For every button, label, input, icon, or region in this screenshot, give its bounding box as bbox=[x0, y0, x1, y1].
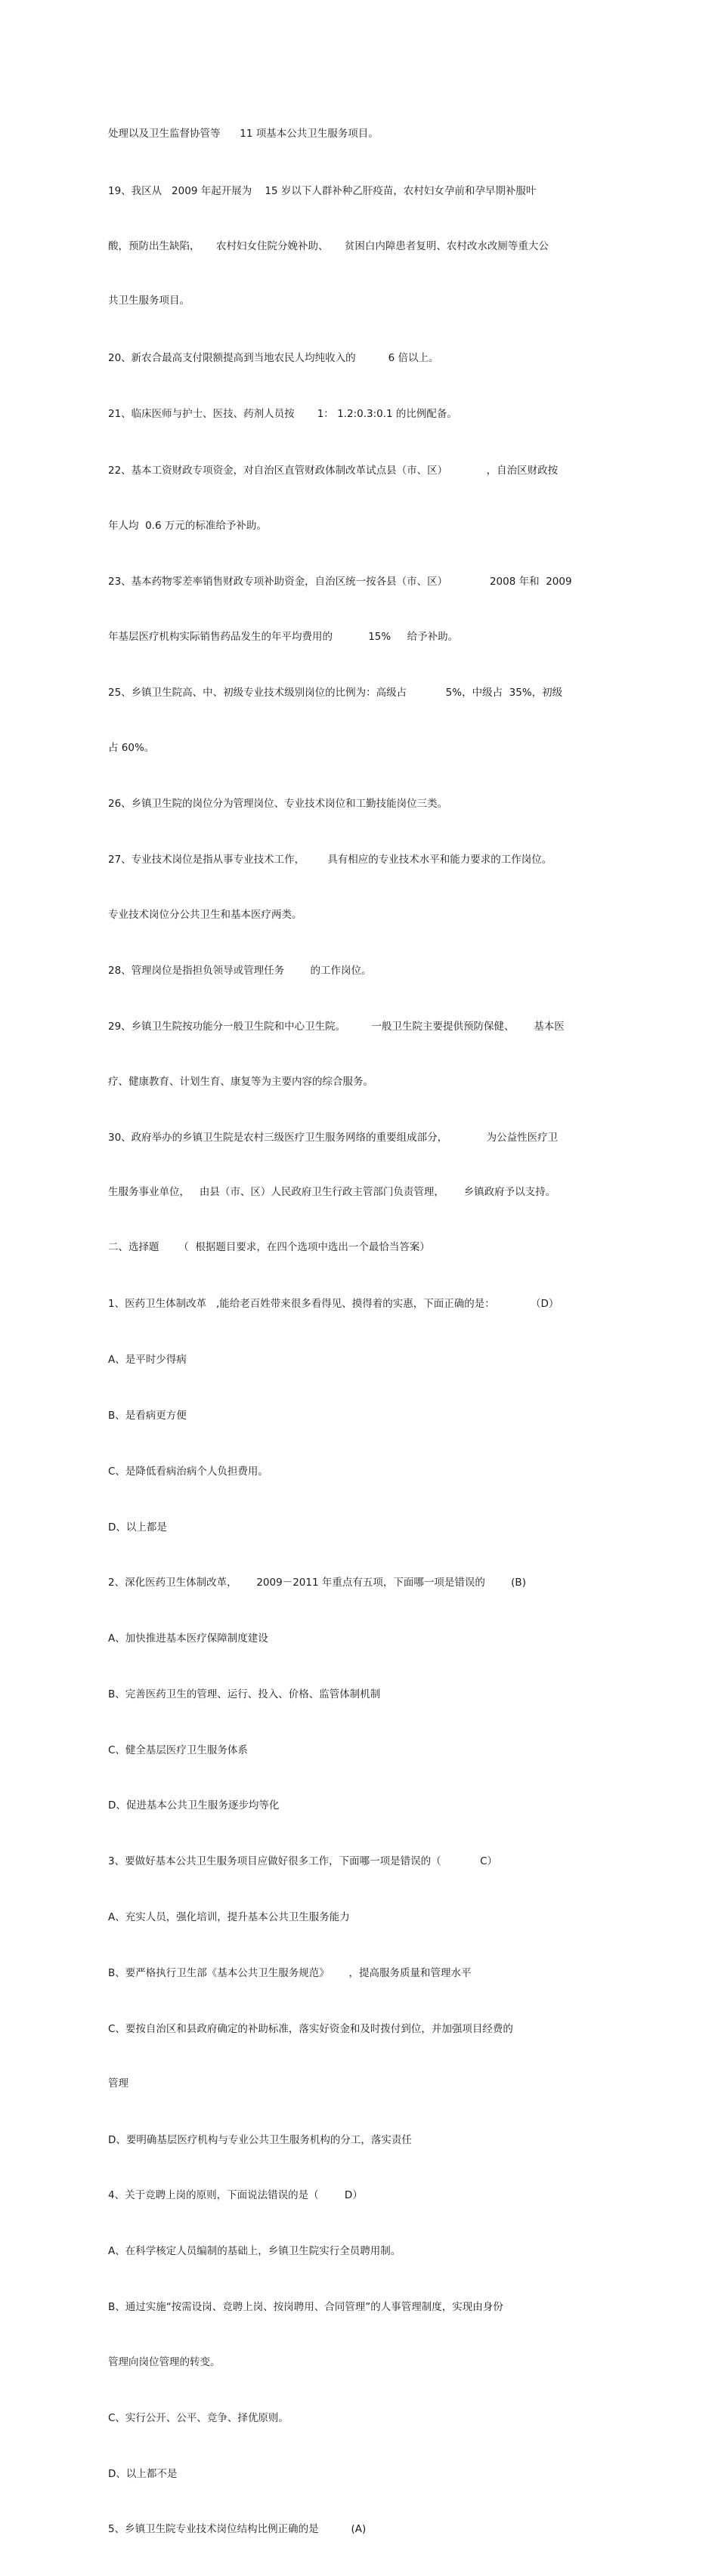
text-line: 年基层医疗机构实际销售药品发生的年平均费用的 15% 给予补助。 bbox=[108, 631, 459, 644]
text-line: 专业技术岗位分公共卫生和基本医疗两类。 bbox=[108, 908, 302, 921]
text-line: 25、乡镇卫生院高、中、初级专业技术级别岗位的比例为：高级占 5%，中级占 35%，初级 bbox=[108, 687, 563, 700]
text-line: 酸，预防出生缺陷， 农村妇女住院分娩补助、 贫困白内障患者复明、农村改水改厕等重大公 bbox=[108, 239, 549, 252]
text-line: 21、临床医师与护士、医技、药剂人员按 1： 1.2:0.3:0.1 的比例配备。 bbox=[108, 407, 457, 420]
text-line: 生服务事业单位， 由县（市、区）人民政府卫生行政主管部门负责管理， 乡镇政府予以支持。 bbox=[108, 1186, 556, 1199]
option: C、健全基层医疗卫生服务体系 bbox=[108, 1744, 248, 1756]
option: D、以上都不是 bbox=[108, 2467, 178, 2480]
text-line: 处理以及卫生监督协管等 11 项基本公共卫生服务项目。 bbox=[108, 128, 379, 141]
document-body bbox=[108, 88, 614, 2576]
text-line: 年人均 0.6 万元的标准给予补助。 bbox=[108, 520, 267, 533]
text-line: 27、专业技术岗位是指从事专业技术工作， 具有相应的专业技术水平和能力要求的工作岗位。 bbox=[108, 853, 552, 866]
option: D、促进基本公共卫生服务逐步均等化 bbox=[108, 1799, 280, 1812]
text-line: 30、政府举办的乡镇卫生院是农村三级医疗卫生服务网络的重要组成部分， 为公益性医疗卫 bbox=[108, 1131, 559, 1144]
text-line: 20、新农合最高支付限额提高到当地农民人均纯收入的 6 倍以上。 bbox=[108, 351, 439, 364]
text-line: 23、基本药物零差率销售财政专项补助资金，自治区统一按各县（市、区） 2008 年和 2009 bbox=[108, 576, 572, 588]
text-line: 占 60%。 bbox=[108, 742, 155, 754]
option: B、是看病更方便 bbox=[108, 1410, 187, 1422]
text-line: 26、乡镇卫生院的岗位分为管理岗位、专业技术岗位和工勤技能岗位三类。 bbox=[108, 798, 448, 811]
text-line: 29、乡镇卫生院按功能分一般卫生院和中心卫生院。 一般卫生院主要提供预防保健、 基本医 bbox=[108, 1020, 565, 1033]
question: 4、关于竞聘上岗的原则，下面说法错误的是（ D） bbox=[108, 2189, 363, 2202]
option: B、完善医药卫生的管理、运行、投入、价格、监管体制机制 bbox=[108, 1688, 381, 1700]
option: C、实行公开、公平、竞争、择优原则。 bbox=[108, 2411, 289, 2424]
question: 5、乡镇卫生院专业技术岗位结构比例正确的是 (A) bbox=[108, 2523, 367, 2536]
question: 3、要做好基本公共卫生服务项目应做好很多工作，下面哪一项是错误的（ C） bbox=[108, 1855, 498, 1868]
option: A、加快推进基本医疗保障制度建设 bbox=[108, 1632, 268, 1645]
text-line: 28、管理岗位是指担负领导或管理任务 的工作岗位。 bbox=[108, 964, 372, 977]
text-line: 22、基本工资财政专项资金，对自治区直管财政体制改革试点县（市、区） ，自治区财政按 bbox=[108, 465, 559, 477]
option: A、在科学核定人员编制的基础上，乡镇卫生院实行全员聘用制。 bbox=[108, 2245, 401, 2258]
text-line: 疗、健康教育、计划生育、康复等为主要内容的综合服务。 bbox=[108, 1075, 373, 1088]
option: A、充实人员，强化培训，提升基本公共卫生服务能力 bbox=[108, 1911, 350, 1924]
question: 1、医药卫生体制改革 ,能给老百姓带来很多看得见、摸得着的实惠，下面正确的是： （D） bbox=[108, 1298, 559, 1311]
option: D、要明确基层医疗机构与专业公共卫生服务机构的分工，落实责任 bbox=[108, 2133, 412, 2146]
option: A、是平时少得病 bbox=[108, 1354, 187, 1367]
option: C、是降低看病治病个人负担费用。 bbox=[108, 1465, 268, 1478]
option: C、要按自治区和县政府确定的补助标准，落实好资金和及时拨付到位，并加强项目经费的 bbox=[108, 2022, 513, 2035]
option: 管理向岗位管理的转变。 bbox=[108, 2355, 221, 2368]
question: 2、深化医药卫生体制改革， 2009－2011 年重点有五项，下面哪一项是错误的 (B) bbox=[108, 1577, 526, 1589]
section-heading: 二、选择题 （ 根据题目要求，在四个选项中选出一个最恰当答案） bbox=[108, 1240, 430, 1253]
text-line: 19、我区从 2009 年起开展为 15 岁以下人群补种乙肝疫苗，农村妇女孕前和孕早期补服叶 bbox=[108, 184, 537, 197]
option: B、通过实施“按需设岗、竞聘上岗、按岗聘用、合同管理”的人事管理制度，实现由身份 bbox=[108, 2300, 503, 2313]
option: D、以上都是 bbox=[108, 1521, 167, 1534]
text-line: 共卫生服务项目。 bbox=[108, 294, 190, 307]
option: 管理 bbox=[108, 2077, 128, 2090]
option: B、要严格执行卫生部《基本公共卫生服务规范》 ，提高服务质量和管理水平 bbox=[108, 1966, 472, 1979]
